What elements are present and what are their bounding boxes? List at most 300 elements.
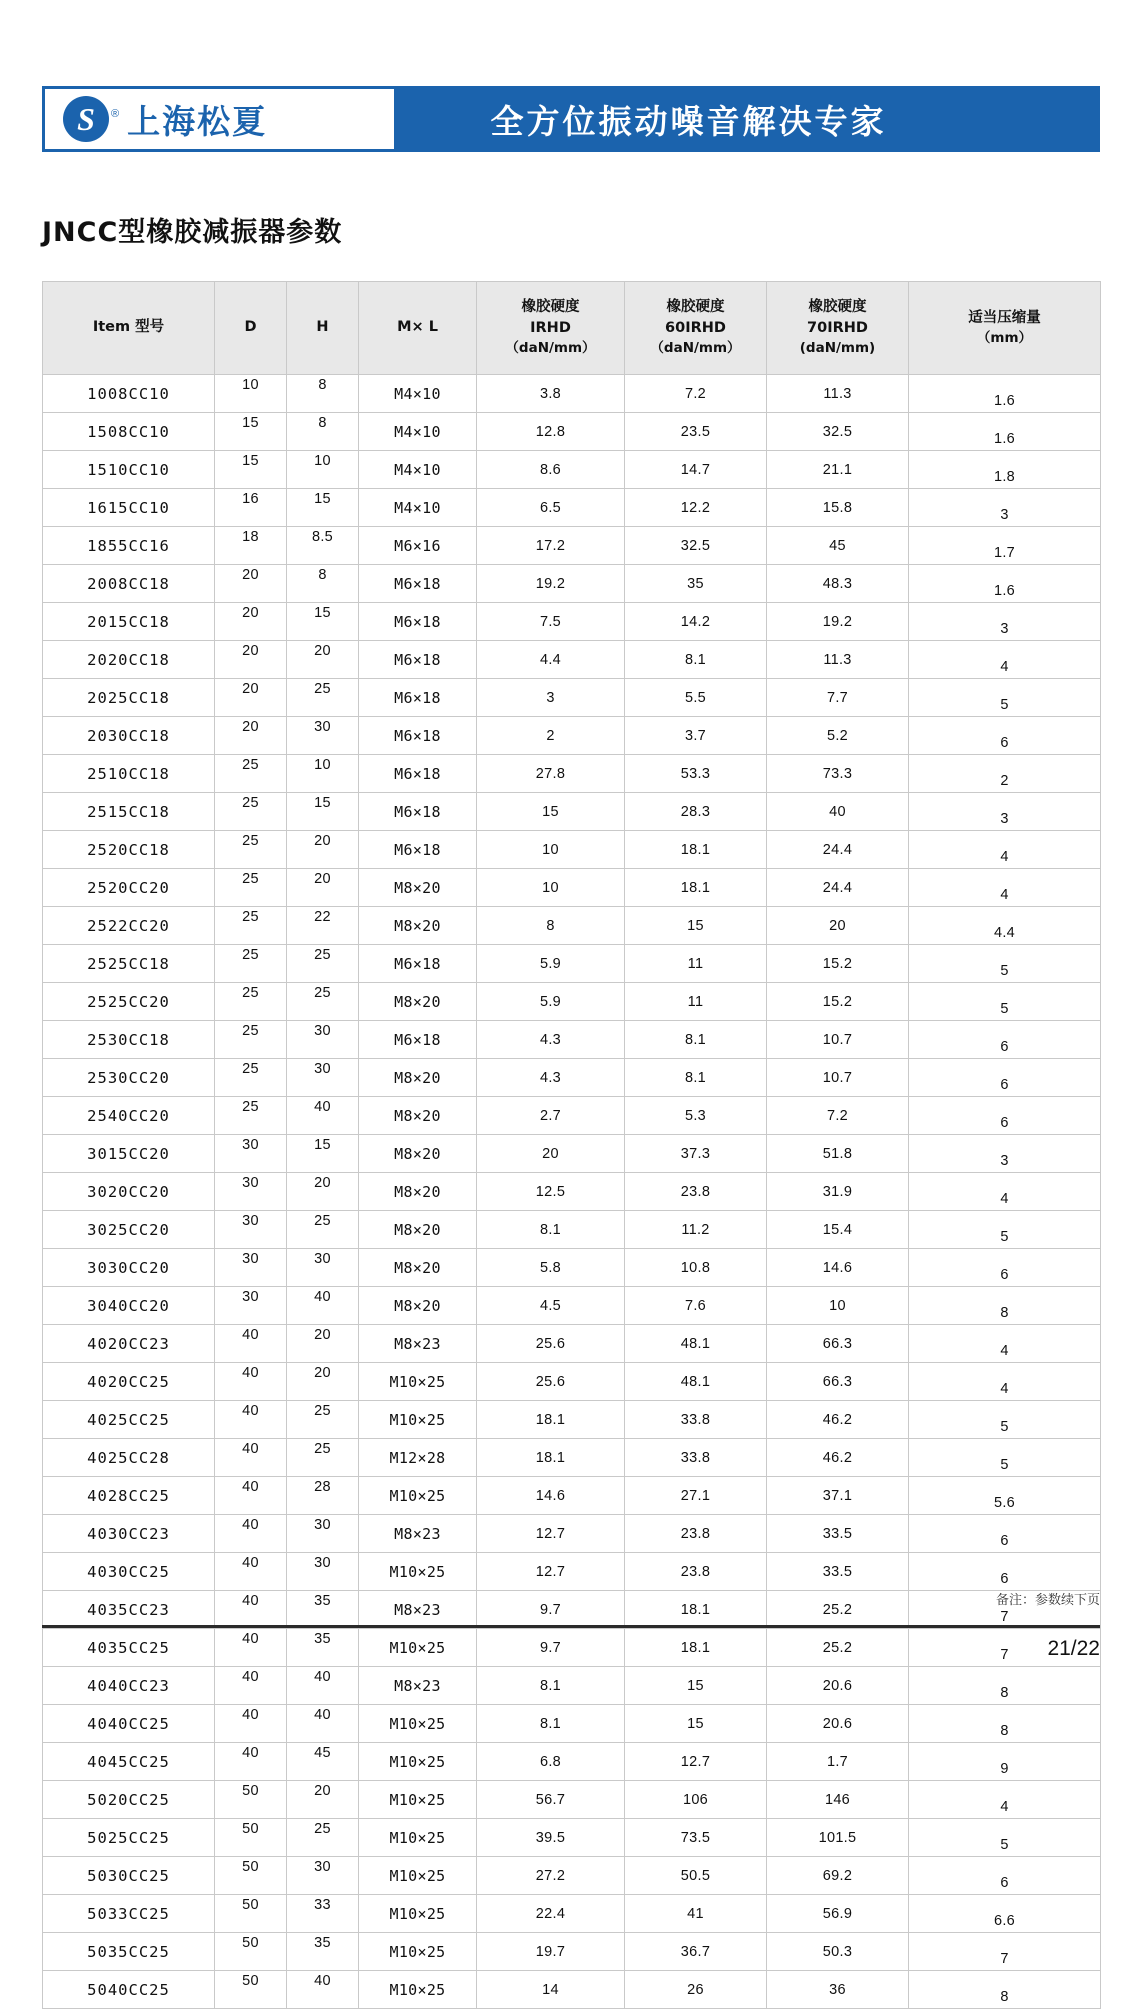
cell-hardness-irhd: 15 bbox=[477, 793, 625, 831]
company-name: 上海松夏 bbox=[127, 101, 268, 141]
table-row bbox=[43, 755, 1101, 793]
cell-ml: M10×25 bbox=[359, 1629, 477, 1667]
column-header-item bbox=[43, 282, 215, 375]
cell-hardness-irhd: 20 bbox=[477, 1135, 625, 1173]
cell-d: 30 bbox=[215, 1287, 287, 1325]
cell-item: 2530CC18 bbox=[43, 1021, 215, 1059]
cell-d: 25 bbox=[215, 869, 287, 907]
cell-h: 30 bbox=[287, 1857, 359, 1895]
company-logo bbox=[42, 86, 397, 152]
cell-hardness-70irhd: 36 bbox=[767, 1971, 909, 2009]
table-row bbox=[43, 869, 1101, 907]
table-row bbox=[43, 907, 1101, 945]
cell-ml: M8×23 bbox=[359, 1667, 477, 1705]
cell-compression: 2 bbox=[909, 755, 1101, 793]
cell-ml: M8×20 bbox=[359, 1173, 477, 1211]
cell-d: 40 bbox=[215, 1667, 287, 1705]
cell-hardness-60irhd: 27.1 bbox=[625, 1477, 767, 1515]
cell-h: 28 bbox=[287, 1477, 359, 1515]
cell-hardness-irhd: 12.7 bbox=[477, 1553, 625, 1591]
cell-compression: 7 bbox=[909, 1933, 1101, 1971]
cell-hardness-70irhd: 24.4 bbox=[767, 831, 909, 869]
cell-d: 16 bbox=[215, 489, 287, 527]
table-row bbox=[43, 413, 1101, 451]
cell-compression: 5 bbox=[909, 679, 1101, 717]
cell-hardness-irhd: 19.2 bbox=[477, 565, 625, 603]
cell-hardness-60irhd: 8.1 bbox=[625, 641, 767, 679]
cell-compression: 4 bbox=[909, 1173, 1101, 1211]
cell-ml: M6×18 bbox=[359, 1021, 477, 1059]
cell-d: 25 bbox=[215, 1059, 287, 1097]
cell-ml: M10×25 bbox=[359, 1781, 477, 1819]
table-row bbox=[43, 717, 1101, 755]
cell-hardness-60irhd: 35 bbox=[625, 565, 767, 603]
cell-item: 1008CC10 bbox=[43, 375, 215, 413]
table-row bbox=[43, 1059, 1101, 1097]
cell-compression: 3 bbox=[909, 489, 1101, 527]
cell-compression: 3 bbox=[909, 793, 1101, 831]
parameter-table bbox=[42, 281, 1101, 2009]
table-row bbox=[43, 1325, 1101, 1363]
cell-hardness-70irhd: 51.8 bbox=[767, 1135, 909, 1173]
cell-hardness-70irhd: 40 bbox=[767, 793, 909, 831]
table-row bbox=[43, 1477, 1101, 1515]
table-row bbox=[43, 1439, 1101, 1477]
cell-hardness-irhd: 56.7 bbox=[477, 1781, 625, 1819]
cell-ml: M10×25 bbox=[359, 1553, 477, 1591]
cell-ml: M10×25 bbox=[359, 1743, 477, 1781]
cell-h: 30 bbox=[287, 1059, 359, 1097]
cell-d: 40 bbox=[215, 1477, 287, 1515]
cell-hardness-60irhd: 14.7 bbox=[625, 451, 767, 489]
cell-hardness-70irhd: 10.7 bbox=[767, 1059, 909, 1097]
cell-hardness-irhd: 27.2 bbox=[477, 1857, 625, 1895]
cell-compression: 1.7 bbox=[909, 527, 1101, 565]
cell-h: 40 bbox=[287, 1705, 359, 1743]
cell-h: 15 bbox=[287, 603, 359, 641]
column-header-compression-unit: （mm） bbox=[976, 329, 1033, 346]
cell-hardness-irhd: 2.7 bbox=[477, 1097, 625, 1135]
cell-hardness-70irhd: 25.2 bbox=[767, 1629, 909, 1667]
table-row bbox=[43, 375, 1101, 413]
cell-h: 20 bbox=[287, 1363, 359, 1401]
cell-hardness-irhd: 8 bbox=[477, 907, 625, 945]
cell-ml: M8×20 bbox=[359, 1135, 477, 1173]
table-row bbox=[43, 527, 1101, 565]
cell-h: 10 bbox=[287, 451, 359, 489]
cell-d: 25 bbox=[215, 945, 287, 983]
cell-hardness-70irhd: 146 bbox=[767, 1781, 909, 1819]
cell-d: 20 bbox=[215, 717, 287, 755]
column-header-d bbox=[215, 282, 287, 375]
logo-s-glyph: S bbox=[77, 100, 95, 137]
cell-hardness-70irhd: 66.3 bbox=[767, 1363, 909, 1401]
cell-item: 4020CC25 bbox=[43, 1363, 215, 1401]
column-header-hardness-irhd bbox=[477, 282, 625, 375]
cell-hardness-irhd: 12.7 bbox=[477, 1515, 625, 1553]
cell-compression: 8 bbox=[909, 1667, 1101, 1705]
page-number: 21/22 bbox=[1047, 1637, 1100, 1660]
cell-h: 25 bbox=[287, 1439, 359, 1477]
cell-compression: 1.6 bbox=[909, 565, 1101, 603]
cell-hardness-irhd: 14 bbox=[477, 1971, 625, 2009]
column-header-hardness-70irhd-unit: (daN/mm) bbox=[799, 340, 876, 357]
cell-hardness-irhd: 5.8 bbox=[477, 1249, 625, 1287]
cell-hardness-70irhd: 31.9 bbox=[767, 1173, 909, 1211]
cell-hardness-60irhd: 8.1 bbox=[625, 1059, 767, 1097]
cell-compression: 5 bbox=[909, 1439, 1101, 1477]
cell-item: 2522CC20 bbox=[43, 907, 215, 945]
cell-item: 4040CC23 bbox=[43, 1667, 215, 1705]
cell-h: 15 bbox=[287, 489, 359, 527]
table-body bbox=[43, 375, 1101, 2009]
cell-ml: M6×18 bbox=[359, 679, 477, 717]
cell-h: 30 bbox=[287, 1021, 359, 1059]
column-header-ml bbox=[359, 282, 477, 375]
cell-d: 30 bbox=[215, 1135, 287, 1173]
cell-h: 8 bbox=[287, 413, 359, 451]
cell-item: 4030CC25 bbox=[43, 1553, 215, 1591]
cell-h: 40 bbox=[287, 1097, 359, 1135]
cell-ml: M6×18 bbox=[359, 831, 477, 869]
table-row bbox=[43, 793, 1101, 831]
cell-hardness-irhd: 10 bbox=[477, 869, 625, 907]
cell-hardness-70irhd: 73.3 bbox=[767, 755, 909, 793]
cell-hardness-70irhd: 20 bbox=[767, 907, 909, 945]
cell-compression: 1.6 bbox=[909, 375, 1101, 413]
cell-h: 20 bbox=[287, 869, 359, 907]
column-header-hardness-60irhd bbox=[625, 282, 767, 375]
cell-hardness-irhd: 18.1 bbox=[477, 1439, 625, 1477]
cell-item: 3040CC20 bbox=[43, 1287, 215, 1325]
cell-ml: M10×25 bbox=[359, 1933, 477, 1971]
cell-hardness-irhd: 6.8 bbox=[477, 1743, 625, 1781]
cell-hardness-60irhd: 5.3 bbox=[625, 1097, 767, 1135]
table-row bbox=[43, 1287, 1101, 1325]
cell-hardness-60irhd: 12.7 bbox=[625, 1743, 767, 1781]
cell-h: 8 bbox=[287, 565, 359, 603]
cell-hardness-irhd: 7.5 bbox=[477, 603, 625, 641]
cell-h: 20 bbox=[287, 1325, 359, 1363]
cell-h: 25 bbox=[287, 1819, 359, 1857]
cell-compression: 4 bbox=[909, 1781, 1101, 1819]
cell-d: 25 bbox=[215, 755, 287, 793]
cell-hardness-60irhd: 18.1 bbox=[625, 869, 767, 907]
cell-ml: M10×25 bbox=[359, 1971, 477, 2009]
cell-compression: 1.8 bbox=[909, 451, 1101, 489]
cell-hardness-60irhd: 14.2 bbox=[625, 603, 767, 641]
cell-compression: 5 bbox=[909, 983, 1101, 1021]
cell-compression: 6.6 bbox=[909, 1895, 1101, 1933]
cell-compression: 4.4 bbox=[909, 907, 1101, 945]
column-header-d-label: D bbox=[244, 319, 257, 336]
cell-h: 45 bbox=[287, 1743, 359, 1781]
cell-h: 20 bbox=[287, 1173, 359, 1211]
column-header-h bbox=[287, 282, 359, 375]
cell-hardness-60irhd: 41 bbox=[625, 1895, 767, 1933]
cell-hardness-60irhd: 3.7 bbox=[625, 717, 767, 755]
cell-hardness-irhd: 8.1 bbox=[477, 1705, 625, 1743]
cell-ml: M8×20 bbox=[359, 1249, 477, 1287]
cell-hardness-60irhd: 48.1 bbox=[625, 1325, 767, 1363]
cell-item: 2520CC18 bbox=[43, 831, 215, 869]
cell-hardness-60irhd: 73.5 bbox=[625, 1819, 767, 1857]
cell-hardness-irhd: 12.5 bbox=[477, 1173, 625, 1211]
cell-d: 10 bbox=[215, 375, 287, 413]
cell-h: 40 bbox=[287, 1971, 359, 2009]
table-row bbox=[43, 603, 1101, 641]
cell-ml: M6×18 bbox=[359, 755, 477, 793]
cell-hardness-70irhd: 37.1 bbox=[767, 1477, 909, 1515]
cell-ml: M8×20 bbox=[359, 1287, 477, 1325]
cell-hardness-irhd: 8.1 bbox=[477, 1211, 625, 1249]
cell-hardness-irhd: 8.1 bbox=[477, 1667, 625, 1705]
cell-hardness-70irhd: 56.9 bbox=[767, 1895, 909, 1933]
cell-d: 25 bbox=[215, 983, 287, 1021]
cell-ml: M10×25 bbox=[359, 1705, 477, 1743]
cell-h: 8 bbox=[287, 375, 359, 413]
cell-compression: 4 bbox=[909, 831, 1101, 869]
cell-compression: 5 bbox=[909, 1819, 1101, 1857]
cell-hardness-70irhd: 15.8 bbox=[767, 489, 909, 527]
cell-d: 40 bbox=[215, 1325, 287, 1363]
cell-h: 30 bbox=[287, 1515, 359, 1553]
cell-d: 20 bbox=[215, 603, 287, 641]
cell-ml: M6×18 bbox=[359, 565, 477, 603]
cell-ml: M8×23 bbox=[359, 1325, 477, 1363]
cell-d: 30 bbox=[215, 1173, 287, 1211]
cell-compression: 6 bbox=[909, 1021, 1101, 1059]
cell-hardness-70irhd: 11.3 bbox=[767, 641, 909, 679]
cell-hardness-irhd: 5.9 bbox=[477, 983, 625, 1021]
page-title: JNCC型橡胶减振器参数 bbox=[42, 217, 343, 248]
cell-hardness-70irhd: 20.6 bbox=[767, 1705, 909, 1743]
cell-hardness-60irhd: 23.5 bbox=[625, 413, 767, 451]
cell-hardness-60irhd: 15 bbox=[625, 1705, 767, 1743]
cell-item: 5040CC25 bbox=[43, 1971, 215, 2009]
cell-ml: M8×20 bbox=[359, 1097, 477, 1135]
cell-h: 20 bbox=[287, 641, 359, 679]
cell-hardness-60irhd: 5.5 bbox=[625, 679, 767, 717]
cell-hardness-60irhd: 23.8 bbox=[625, 1173, 767, 1211]
cell-hardness-60irhd: 15 bbox=[625, 1667, 767, 1705]
table-row bbox=[43, 1173, 1101, 1211]
cell-ml: M6×18 bbox=[359, 945, 477, 983]
table-row bbox=[43, 451, 1101, 489]
cell-d: 50 bbox=[215, 1857, 287, 1895]
cell-d: 25 bbox=[215, 1021, 287, 1059]
cell-h: 30 bbox=[287, 717, 359, 755]
cell-hardness-irhd: 4.4 bbox=[477, 641, 625, 679]
cell-compression: 5 bbox=[909, 1401, 1101, 1439]
table-note: 备注：参数续下页 bbox=[995, 1593, 1100, 1608]
cell-d: 25 bbox=[215, 907, 287, 945]
column-header-hardness-irhd-unit: （daN/mm） bbox=[505, 340, 596, 357]
cell-hardness-60irhd: 10.8 bbox=[625, 1249, 767, 1287]
cell-h: 35 bbox=[287, 1933, 359, 1971]
cell-item: 3015CC20 bbox=[43, 1135, 215, 1173]
cell-item: 4025CC25 bbox=[43, 1401, 215, 1439]
cell-d: 25 bbox=[215, 1097, 287, 1135]
cell-item: 2525CC18 bbox=[43, 945, 215, 983]
cell-hardness-irhd: 14.6 bbox=[477, 1477, 625, 1515]
cell-item: 5025CC25 bbox=[43, 1819, 215, 1857]
table-row bbox=[43, 1249, 1101, 1287]
cell-h: 33 bbox=[287, 1895, 359, 1933]
cell-item: 4030CC23 bbox=[43, 1515, 215, 1553]
cell-hardness-60irhd: 11.2 bbox=[625, 1211, 767, 1249]
cell-h: 15 bbox=[287, 1135, 359, 1173]
cell-hardness-60irhd: 7.2 bbox=[625, 375, 767, 413]
table-row bbox=[43, 1895, 1101, 1933]
cell-hardness-70irhd: 21.1 bbox=[767, 451, 909, 489]
cell-hardness-irhd: 17.2 bbox=[477, 527, 625, 565]
cell-d: 18 bbox=[215, 527, 287, 565]
cell-item: 5033CC25 bbox=[43, 1895, 215, 1933]
cell-ml: M8×20 bbox=[359, 1059, 477, 1097]
cell-hardness-70irhd: 33.5 bbox=[767, 1553, 909, 1591]
table-row bbox=[43, 1819, 1101, 1857]
cell-h: 30 bbox=[287, 1553, 359, 1591]
table-row bbox=[43, 1629, 1101, 1667]
cell-d: 50 bbox=[215, 1933, 287, 1971]
cell-item: 3025CC20 bbox=[43, 1211, 215, 1249]
cell-hardness-irhd: 12.8 bbox=[477, 413, 625, 451]
cell-h: 25 bbox=[287, 983, 359, 1021]
cell-compression: 7 bbox=[909, 1629, 1101, 1667]
cell-item: 1615CC10 bbox=[43, 489, 215, 527]
cell-d: 40 bbox=[215, 1591, 287, 1629]
cell-hardness-irhd: 25.6 bbox=[477, 1363, 625, 1401]
cell-hardness-irhd: 3 bbox=[477, 679, 625, 717]
cell-hardness-70irhd: 101.5 bbox=[767, 1819, 909, 1857]
cell-hardness-70irhd: 48.3 bbox=[767, 565, 909, 603]
page-header bbox=[42, 86, 1100, 152]
cell-item: 5030CC25 bbox=[43, 1857, 215, 1895]
cell-ml: M10×25 bbox=[359, 1895, 477, 1933]
cell-hardness-70irhd: 15.2 bbox=[767, 983, 909, 1021]
column-header-hardness-irhd-label: 橡胶硬度 bbox=[521, 299, 580, 316]
cell-ml: M10×25 bbox=[359, 1477, 477, 1515]
cell-h: 40 bbox=[287, 1287, 359, 1325]
cell-hardness-70irhd: 11.3 bbox=[767, 375, 909, 413]
cell-item: 4025CC28 bbox=[43, 1439, 215, 1477]
cell-hardness-70irhd: 10.7 bbox=[767, 1021, 909, 1059]
cell-hardness-70irhd: 45 bbox=[767, 527, 909, 565]
cell-ml: M4×10 bbox=[359, 413, 477, 451]
cell-hardness-irhd: 9.7 bbox=[477, 1591, 625, 1629]
cell-hardness-70irhd: 15.2 bbox=[767, 945, 909, 983]
cell-hardness-70irhd: 33.5 bbox=[767, 1515, 909, 1553]
cell-hardness-irhd: 9.7 bbox=[477, 1629, 625, 1667]
cell-hardness-irhd: 4.5 bbox=[477, 1287, 625, 1325]
cell-ml: M8×20 bbox=[359, 1211, 477, 1249]
cell-ml: M8×20 bbox=[359, 983, 477, 1021]
cell-d: 40 bbox=[215, 1743, 287, 1781]
table-header-row bbox=[43, 282, 1101, 375]
cell-hardness-60irhd: 23.8 bbox=[625, 1553, 767, 1591]
cell-ml: M4×10 bbox=[359, 489, 477, 527]
cell-h: 40 bbox=[287, 1667, 359, 1705]
cell-item: 2008CC18 bbox=[43, 565, 215, 603]
cell-d: 40 bbox=[215, 1401, 287, 1439]
cell-hardness-70irhd: 32.5 bbox=[767, 413, 909, 451]
cell-item: 1855CC16 bbox=[43, 527, 215, 565]
cell-hardness-60irhd: 48.1 bbox=[625, 1363, 767, 1401]
cell-ml: M12×28 bbox=[359, 1439, 477, 1477]
cell-ml: M10×25 bbox=[359, 1857, 477, 1895]
cell-h: 35 bbox=[287, 1629, 359, 1667]
cell-hardness-irhd: 25.6 bbox=[477, 1325, 625, 1363]
cell-h: 15 bbox=[287, 793, 359, 831]
table-row bbox=[43, 983, 1101, 1021]
cell-d: 20 bbox=[215, 565, 287, 603]
cell-ml: M6×18 bbox=[359, 793, 477, 831]
table-row bbox=[43, 1705, 1101, 1743]
cell-item: 4028CC25 bbox=[43, 1477, 215, 1515]
table-row bbox=[43, 1363, 1101, 1401]
table-row bbox=[43, 1097, 1101, 1135]
cell-compression: 8 bbox=[909, 1971, 1101, 2009]
cell-d: 15 bbox=[215, 451, 287, 489]
cell-compression: 8 bbox=[909, 1287, 1101, 1325]
column-header-hardness-70irhd-label: 橡胶硬度 bbox=[808, 299, 867, 316]
cell-hardness-70irhd: 1.7 bbox=[767, 1743, 909, 1781]
cell-compression: 6 bbox=[909, 1097, 1101, 1135]
cell-h: 8.5 bbox=[287, 527, 359, 565]
cell-item: 3030CC20 bbox=[43, 1249, 215, 1287]
table-header bbox=[43, 282, 1101, 375]
cell-item: 4020CC23 bbox=[43, 1325, 215, 1363]
cell-hardness-70irhd: 14.6 bbox=[767, 1249, 909, 1287]
cell-item: 2520CC20 bbox=[43, 869, 215, 907]
cell-d: 50 bbox=[215, 1819, 287, 1857]
cell-hardness-60irhd: 53.3 bbox=[625, 755, 767, 793]
cell-hardness-irhd: 19.7 bbox=[477, 1933, 625, 1971]
cell-hardness-70irhd: 7.2 bbox=[767, 1097, 909, 1135]
cell-compression: 6 bbox=[909, 1857, 1101, 1895]
cell-compression: 5 bbox=[909, 945, 1101, 983]
cell-hardness-60irhd: 28.3 bbox=[625, 793, 767, 831]
cell-h: 22 bbox=[287, 907, 359, 945]
table-row bbox=[43, 1667, 1101, 1705]
cell-ml: M8×20 bbox=[359, 869, 477, 907]
cell-item: 2530CC20 bbox=[43, 1059, 215, 1097]
cell-d: 25 bbox=[215, 793, 287, 831]
column-header-h-label: H bbox=[316, 319, 329, 336]
cell-hardness-70irhd: 24.4 bbox=[767, 869, 909, 907]
cell-item: 4035CC23 bbox=[43, 1591, 215, 1629]
cell-compression: 8 bbox=[909, 1705, 1101, 1743]
cell-h: 20 bbox=[287, 1781, 359, 1819]
column-header-hardness-60irhd-sub: 60IRHD bbox=[665, 320, 726, 337]
cell-hardness-70irhd: 7.7 bbox=[767, 679, 909, 717]
table-row bbox=[43, 565, 1101, 603]
cell-compression: 6 bbox=[909, 1553, 1101, 1591]
cell-hardness-irhd: 22.4 bbox=[477, 1895, 625, 1933]
cell-hardness-irhd: 6.5 bbox=[477, 489, 625, 527]
cell-item: 2020CC18 bbox=[43, 641, 215, 679]
cell-hardness-60irhd: 50.5 bbox=[625, 1857, 767, 1895]
cell-hardness-60irhd: 32.5 bbox=[625, 527, 767, 565]
cell-hardness-70irhd: 5.2 bbox=[767, 717, 909, 755]
cell-item: 2525CC20 bbox=[43, 983, 215, 1021]
logo-circle-icon bbox=[63, 96, 109, 142]
cell-hardness-irhd: 10 bbox=[477, 831, 625, 869]
cell-hardness-70irhd: 10 bbox=[767, 1287, 909, 1325]
column-header-hardness-irhd-sub: IRHD bbox=[530, 320, 571, 337]
column-header-hardness-70irhd bbox=[767, 282, 909, 375]
